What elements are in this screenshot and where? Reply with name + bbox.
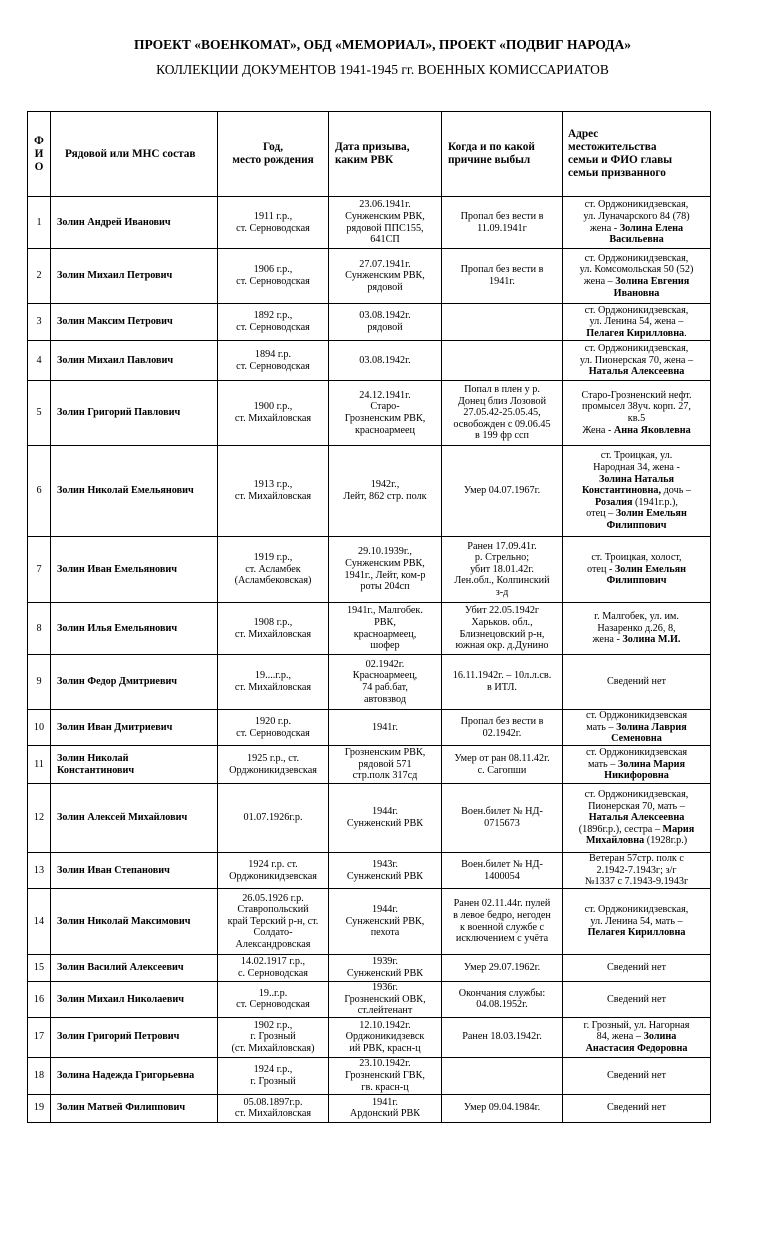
birth-cell — [218, 381, 329, 446]
cell-text: 1942г., Лейт, 862 стр. полк — [343, 479, 427, 502]
table-row — [28, 746, 711, 784]
row-number-cell — [28, 603, 51, 655]
table-row — [28, 304, 711, 341]
row-number-cell — [28, 853, 51, 889]
column-header — [329, 112, 442, 197]
cell-text: 1943г. Сунженский РВК — [346, 858, 424, 882]
draft-cell — [329, 784, 442, 853]
cell-text: Окончания службы: 04.08.1952г. — [458, 987, 546, 1011]
table-row — [28, 446, 711, 537]
row-number-cell — [28, 982, 51, 1018]
birth-cell — [218, 655, 329, 710]
cell-text: ст. Орджоникидзевская мать – — [585, 747, 688, 770]
row-number-cell — [28, 1094, 51, 1122]
cell-text: Пропал без вести в 11.09.1941г — [460, 210, 544, 234]
table-row — [28, 955, 711, 982]
name-cell — [51, 853, 218, 889]
cell-text: 1941г., Малгобек. РВК, красноармеец, шофер — [347, 605, 423, 652]
draft-cell — [329, 446, 442, 537]
cell-text: ст. Орджоникидзевская, ул. Ленина 54, жена – — [584, 304, 689, 328]
departure-cell — [442, 381, 563, 446]
cell-text: Пелагея Кирилловна — [587, 927, 686, 939]
address-cell — [563, 784, 711, 853]
cell-text: Умер 04.07.1967г. — [463, 485, 541, 497]
cell-text: 7 — [36, 563, 42, 575]
cell-text: 8 — [36, 622, 42, 634]
cell-text: 27.07.1941г. Сунженским РВК, рядовой — [345, 258, 425, 293]
cell-text: Золина Анастасия Федоровна — [585, 1031, 688, 1055]
address-cell — [563, 853, 711, 889]
cell-text: 1906 г.р., ст. Серноводская — [236, 264, 310, 287]
table-row — [28, 784, 711, 853]
name-cell — [51, 197, 218, 249]
name-cell — [51, 446, 218, 537]
page-title: ПРОЕКТ «ВОЕНКОМАТ», ОБД «МЕМОРИАЛ», ПРОЕКТ «ПОДВИГ НАРОДА» — [133, 37, 632, 52]
cell-text: Золин Николай Емельянович — [57, 485, 194, 497]
cell-text: 01.07.1926г.р. — [243, 812, 303, 824]
draft-cell — [329, 341, 442, 381]
birth-cell — [218, 955, 329, 982]
cell-text: Золин Михаил Павлович — [57, 354, 174, 366]
cell-text: Ранен 18.03.1942г. — [462, 1031, 542, 1043]
cell-text: 1944г. Сунженский РВК, пехота — [345, 904, 425, 939]
table-row — [28, 603, 711, 655]
cell-text: Золин Иван Степанович — [57, 864, 170, 876]
name-cell — [51, 249, 218, 304]
name-cell — [51, 655, 218, 710]
address-cell — [563, 381, 711, 446]
cell-text: Золин Григорий Павлович — [57, 407, 181, 419]
departure-cell — [442, 197, 563, 249]
cell-text: 1911 г.р., ст. Серноводская — [236, 210, 310, 234]
cell-text: 1941г. — [372, 721, 398, 733]
birth-cell — [218, 304, 329, 341]
cell-text: 1913 г.р., ст. Михайловская — [234, 479, 312, 502]
cell-text: 4 — [36, 354, 42, 366]
draft-cell — [329, 955, 442, 982]
cell-text: Золина Надежда Григорьевна — [57, 1069, 195, 1081]
birth-cell — [218, 1057, 329, 1094]
address-cell — [563, 249, 711, 304]
name-cell — [51, 784, 218, 853]
row-number-cell — [28, 537, 51, 603]
cell-text: (1928г.р.) — [644, 835, 688, 847]
name-cell — [51, 1017, 218, 1057]
cell-text: Сведений нет — [607, 993, 666, 1005]
cell-text: Попал в плен у р. Донец близ Лозовой 27.05.42-25.05.45, освобожден с 09.06.45 в 199 фр ссп — [453, 384, 551, 442]
cell-text: 5 — [36, 407, 42, 419]
cell-text: 15 — [33, 962, 45, 974]
column-header — [28, 112, 51, 197]
name-cell — [51, 746, 218, 784]
table-header-row — [28, 112, 711, 197]
name-cell — [51, 982, 218, 1018]
table-row — [28, 853, 711, 889]
birth-cell — [218, 982, 329, 1018]
cell-text: Золин Иван Емельянович — [57, 563, 177, 575]
cell-text: Золин Илья Емельянович — [57, 622, 178, 634]
row-number-cell — [28, 381, 51, 446]
departure-cell — [442, 889, 563, 955]
row-number-cell — [28, 710, 51, 746]
birth-cell — [218, 197, 329, 249]
cell-text: ст. Орджоникидзевская, ул. Комсомольская 50 (52) жена – — [579, 252, 694, 287]
cell-text: ст. Орджоникидзевская мать – — [585, 710, 688, 733]
cell-text: 1908 г.р., ст. Михайловская — [234, 616, 312, 640]
departure-cell — [442, 746, 563, 784]
row-number-cell — [28, 1057, 51, 1094]
address-cell — [563, 889, 711, 955]
cell-text: Золин Андрей Иванович — [57, 216, 171, 228]
departure-cell — [442, 341, 563, 381]
cell-text: Золина Елена Васильевна — [609, 222, 684, 246]
departure-cell — [442, 304, 563, 341]
cell-text: 19....г.р., ст. Михайловская — [234, 670, 312, 693]
cell-text: Золин Емельян Филиппович — [606, 508, 687, 531]
departure-cell — [442, 1094, 563, 1122]
draft-cell — [329, 197, 442, 249]
cell-text: 1902 г.р., г. Грозный (ст. Михайловская) — [231, 1019, 315, 1055]
departure-cell — [442, 710, 563, 746]
birth-cell — [218, 603, 329, 655]
records-table — [27, 111, 711, 1123]
birth-cell — [218, 784, 329, 853]
cell-text: 1936г. Грозненский ОВК, ст.лейтенант — [344, 982, 426, 1017]
table-row — [28, 249, 711, 304]
cell-text: 1925 г.р., ст. Орджоникидзевская — [229, 752, 317, 776]
cell-text: ст. Орджоникидзевская, ул. Ленина 54, мать – — [584, 904, 689, 927]
name-cell — [51, 537, 218, 603]
cell-text: Воен.билет № НД- 0715673 — [461, 806, 543, 829]
address-cell — [563, 537, 711, 603]
cell-text: 24.12.1941г. Старо- Грозненским РВК, красноармеец — [344, 389, 426, 436]
cell-text: 1919 г.р., ст. Асламбек (Асламбековская) — [234, 552, 312, 587]
birth-cell — [218, 853, 329, 889]
cell-text: ст. Орджоникидзевская, ул. Пионерская 70, жена – — [579, 343, 694, 366]
cell-text: ст. Орджоникидзевская, Пионерская 70, мать – — [584, 789, 689, 812]
cell-text: Золин Михаил Петрович — [57, 270, 173, 282]
table-row — [28, 381, 711, 446]
cell-text: 13 — [33, 864, 45, 876]
cell-text: Золин Матвей Филиппович — [57, 1102, 186, 1114]
address-cell — [563, 982, 711, 1018]
birth-cell — [218, 249, 329, 304]
table-row — [28, 197, 711, 249]
draft-cell — [329, 304, 442, 341]
cell-text: 11 — [34, 758, 44, 770]
table-row — [28, 982, 711, 1018]
cell-text: 19 — [33, 1102, 45, 1114]
cell-text: 29.10.1939г., Сунженским РВК, 1941г., Лейт, ком-р роты 204сп — [344, 546, 426, 593]
cell-text: Анна Яковлевна — [613, 424, 691, 436]
birth-cell — [218, 1017, 329, 1057]
cell-text: ст. Троицкая, ул. Народная 34, жена - — [593, 450, 680, 474]
name-cell — [51, 955, 218, 982]
cell-text: 9 — [36, 676, 42, 688]
cell-text: 1924 г.р. ст. Орджоникидзевская — [229, 858, 317, 882]
cell-text: Золин Михаил Николаевич — [57, 993, 184, 1005]
cell-text: Золин Григорий Петрович — [57, 1031, 180, 1043]
table-row — [28, 341, 711, 381]
table-row — [28, 1017, 711, 1057]
birth-cell — [218, 746, 329, 784]
cell-text: Золина Мария Никифоровна — [604, 758, 686, 782]
cell-text: 14.02.1917 г.р., с. Серноводская — [238, 956, 308, 979]
cell-text: Наталья Алексеевна — [588, 812, 685, 824]
cell-text: 03.08.1942г. — [359, 354, 411, 366]
cell-text: Золин Василий Алексеевич — [57, 962, 184, 974]
name-cell — [51, 381, 218, 446]
table-row — [28, 1057, 711, 1094]
address-cell — [563, 955, 711, 982]
draft-cell — [329, 1057, 442, 1094]
cell-text: Ранен 02.11.44г. пулей в левое бедро, негоден к военной службе с исключением с учёта — [453, 898, 551, 945]
cell-text: дочь – — [661, 485, 692, 497]
cell-text: 1941г. Ардонский РВК — [349, 1096, 421, 1120]
draft-cell — [329, 249, 442, 304]
row-number-cell — [28, 249, 51, 304]
cell-text: Пропал без вести в 1941г. — [460, 264, 544, 287]
cell-text: Золина М.И. — [622, 634, 681, 646]
cell-text: Ветеран 57стр. полк с 2.1942-7.1943г; з/г №1337 с 7.1943-9.1943г — [584, 853, 689, 888]
page-subtitle: КОЛЛЕКЦИИ ДОКУМЕНТОВ 1941-1945 гг. ВОЕННЫХ КОМИССАРИАТОВ — [156, 62, 609, 77]
row-number-cell — [28, 341, 51, 381]
cell-text: Золина Лаврия Семеновна — [611, 721, 687, 745]
row-number-cell — [28, 784, 51, 853]
cell-text: Золин Иван Дмитриевич — [57, 721, 173, 733]
cell-text: 3 — [36, 316, 42, 328]
address-cell — [563, 1094, 711, 1122]
cell-text: Золин Максим Петрович — [57, 316, 173, 328]
cell-text: 12 — [33, 812, 45, 824]
address-cell — [563, 1017, 711, 1057]
cell-text: 10 — [33, 721, 45, 733]
departure-cell — [442, 446, 563, 537]
table-row — [28, 537, 711, 603]
name-cell — [51, 1057, 218, 1094]
cell-text: 1900 г.р., ст. Михайловская — [234, 401, 312, 424]
column-header-label: Рядовой или МНС состав — [65, 147, 196, 160]
departure-cell — [442, 982, 563, 1018]
cell-text: 1924 г.р., г. Грозный — [250, 1064, 296, 1087]
cell-text: ст. Орджоникидзевская, ул. Луначарского 84 (78) жена - — [583, 199, 690, 234]
draft-cell — [329, 889, 442, 955]
cell-text: Пропал без вести в 02.1942г. — [460, 715, 544, 739]
cell-text: Умер от ран 08.11.42г. с. Сагопши — [454, 752, 550, 776]
cell-text: 03.08.1942г. рядовой — [359, 310, 411, 333]
row-number-cell — [28, 446, 51, 537]
cell-text: Золин Николай Максимович — [57, 915, 191, 927]
column-header-label: Адрес местожительства семьи и ФИО главы семьи призванного — [568, 128, 673, 179]
name-cell — [51, 341, 218, 381]
address-cell — [563, 1057, 711, 1094]
cell-text: 17 — [33, 1031, 45, 1043]
cell-text: Розалия — [595, 496, 633, 508]
cell-text: . — [684, 327, 687, 339]
address-cell — [563, 341, 711, 381]
departure-cell — [442, 1057, 563, 1094]
column-header — [563, 112, 711, 197]
row-number-cell — [28, 955, 51, 982]
draft-cell — [329, 853, 442, 889]
cell-text: Золин Алексей Михайлович — [57, 812, 188, 824]
table-row — [28, 655, 711, 710]
cell-text: 1 — [36, 216, 42, 228]
column-header — [442, 112, 563, 197]
departure-cell — [442, 955, 563, 982]
cell-text: Пелагея Кирилловна — [586, 327, 685, 339]
draft-cell — [329, 1094, 442, 1122]
name-cell — [51, 1094, 218, 1122]
cell-text: 19..г.р. ст. Серноводская — [236, 987, 310, 1011]
cell-text: 02.1942г. Красноармеец, 74 раб.бат, автовзвод — [352, 658, 418, 705]
cell-text: 18 — [33, 1069, 45, 1081]
cell-text: Ранен 17.09.41г. р. Стрельно; убит 18.01.42г. Лен.обл., Колпинский з-д — [454, 540, 550, 598]
address-cell — [563, 197, 711, 249]
draft-cell — [329, 982, 442, 1018]
cell-text: Сведений нет — [607, 962, 666, 974]
name-cell — [51, 304, 218, 341]
name-cell — [51, 603, 218, 655]
address-cell — [563, 446, 711, 537]
cell-text: Грозненским РВК, рядовой 571 стр.полк 317сд — [344, 747, 426, 782]
table-row — [28, 710, 711, 746]
row-number-cell — [28, 655, 51, 710]
cell-text: 05.08.1897г.р. ст. Михайловская — [234, 1096, 312, 1120]
row-number-cell — [28, 1017, 51, 1057]
birth-cell — [218, 889, 329, 955]
draft-cell — [329, 381, 442, 446]
cell-text: 6 — [36, 485, 42, 497]
cell-text: Воен.билет № НД- 1400054 — [461, 858, 543, 882]
row-number-cell — [28, 746, 51, 784]
cell-text: (1941г.р.), отец – — [586, 496, 678, 520]
cell-text: 1894 г.р. ст. Серноводская — [236, 348, 310, 372]
column-header-label: Ф И О — [34, 134, 44, 173]
cell-text: г. Грозный, ул. Нагорная 84, жена – — [583, 1019, 690, 1043]
cell-text: Умер 09.04.1984г. — [463, 1102, 541, 1114]
departure-cell — [442, 853, 563, 889]
cell-text: Золин Емельян Филиппович — [606, 563, 686, 587]
departure-cell — [442, 784, 563, 853]
cell-text: Умер 29.07.1962г. — [463, 962, 541, 974]
departure-cell — [442, 1017, 563, 1057]
cell-text: Сведений нет — [607, 676, 666, 688]
column-header-label: Год, место рождения — [232, 141, 314, 166]
departure-cell — [442, 603, 563, 655]
cell-text: Убит 22.05.1942г Харьков. обл., Близнецовский р-н, южная окр. д.Дунино — [455, 605, 549, 652]
cell-text: Мария Михайловна — [585, 823, 695, 847]
birth-cell — [218, 537, 329, 603]
cell-text: Золин Федор Дмитриевич — [57, 676, 178, 688]
cell-text: 23.10.1942г. Грозненский ГВК, гв. красн-ц — [345, 1058, 425, 1093]
column-header-label: Дата призыва, каким РВК — [335, 141, 410, 166]
cell-text: (1896г.р.), сестра – — [578, 823, 663, 835]
draft-cell — [329, 710, 442, 746]
cell-text: 2 — [36, 270, 42, 282]
cell-text: Золина Наталья Константиновна, — [581, 473, 675, 497]
departure-cell — [442, 655, 563, 710]
cell-text: 1939г. Сунженский РВК — [346, 956, 424, 979]
cell-text: 14 — [33, 915, 45, 927]
birth-cell — [218, 446, 329, 537]
cell-text: Наталья Алексеевна — [588, 366, 685, 378]
cell-text: 12.10.1942г. Орджоникидзевск ий РВК, красн-ц — [345, 1019, 425, 1055]
row-number-cell — [28, 197, 51, 249]
column-header — [51, 112, 218, 197]
table-row — [28, 1094, 711, 1122]
cell-text: Сведений нет — [607, 1102, 666, 1114]
cell-text: 26.05.1926 г.р. Ставропольский край Терский р-н, ст. Солдато- Александровская — [227, 892, 319, 950]
cell-text: г. Малгобек, ул. им. Назаренко д.26, 8, жена - — [592, 611, 679, 646]
row-number-cell — [28, 889, 51, 955]
cell-text: ст. Троицкая, холост, отец - — [587, 552, 682, 575]
cell-text: 16.11.1942г. – 10л.л.св. в ИТЛ. — [452, 670, 552, 693]
birth-cell — [218, 341, 329, 381]
cell-text: Золин Николай Константинович — [57, 752, 135, 776]
birth-cell — [218, 1094, 329, 1122]
name-cell — [51, 889, 218, 955]
draft-cell — [329, 655, 442, 710]
draft-cell — [329, 1017, 442, 1057]
birth-cell — [218, 710, 329, 746]
draft-cell — [329, 537, 442, 603]
cell-text: 1944г. Сунженский РВК — [346, 806, 424, 829]
cell-text: 1892 г.р., ст. Серноводская — [236, 310, 310, 333]
address-cell — [563, 746, 711, 784]
cell-text: Золина Евгения Ивановна — [613, 276, 690, 299]
draft-cell — [329, 603, 442, 655]
cell-text: 16 — [33, 993, 45, 1005]
cell-text: 1920 г.р. ст. Серноводская — [236, 715, 310, 739]
cell-text: 23.06.1941г. Сунженским РВК, рядовой ППС155, 641СП — [345, 199, 425, 246]
name-cell — [51, 710, 218, 746]
table-row — [28, 889, 711, 955]
draft-cell — [329, 746, 442, 784]
column-header-label: Когда и по какой причине выбыл — [448, 141, 535, 166]
address-cell — [563, 655, 711, 710]
column-header — [218, 112, 329, 197]
cell-text: Старо-Грозненский нефт. промысел 38уч. корп. 27, кв.5 Жена - — [581, 389, 692, 436]
cell-text: Сведений нет — [607, 1069, 666, 1081]
row-number-cell — [28, 304, 51, 341]
address-cell — [563, 304, 711, 341]
address-cell — [563, 603, 711, 655]
departure-cell — [442, 249, 563, 304]
address-cell — [563, 710, 711, 746]
departure-cell — [442, 537, 563, 603]
